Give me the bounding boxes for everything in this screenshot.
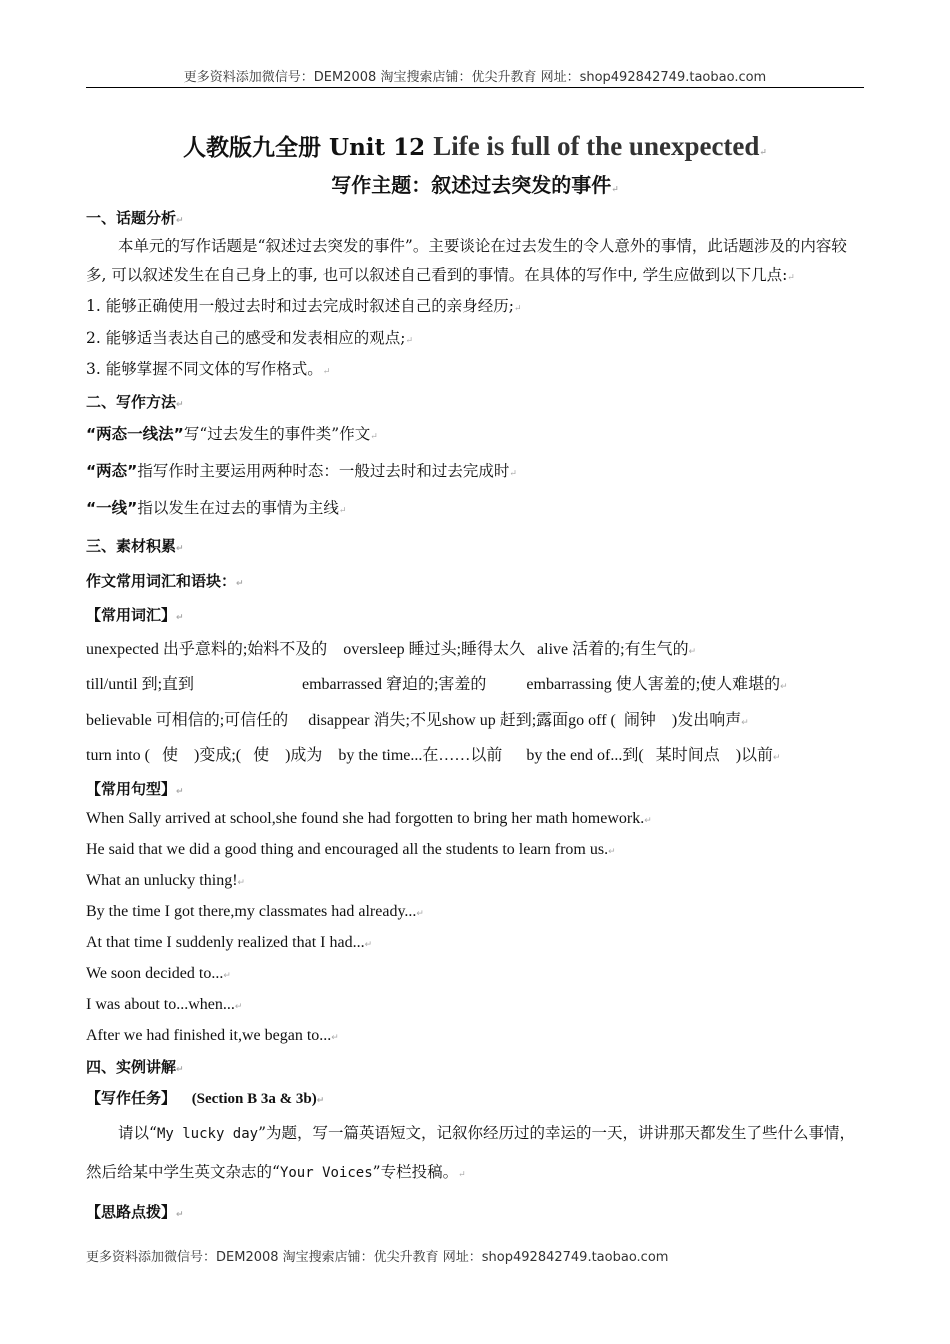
method-term-3: “一线” [86,498,138,517]
sentence-label: 【常用句型】↵ [86,779,184,798]
sentence-7: I was about to...when...↵ [86,995,243,1013]
point-2-text: 2. 能够适当表达自己的感受和发表相应的观点; [86,328,406,347]
task-ref: (Section B 3a & 3b) [191,1090,317,1107]
sentence-8: After we had finished it,we began to...↵ [86,1026,339,1044]
method-term-1: “两态一线法” [86,424,184,443]
section-heading-3: 三、素材积累↵ [86,536,184,555]
section2-heading-text: 二、写作方法 [86,392,177,411]
title-cn: 人教版九全册 Unit 12 [183,134,434,161]
sentence-3: What an unlucky thing!↵ [86,871,246,889]
sentence-5-text: At that time I suddenly realized that I had... [86,933,365,951]
sentence-2-text: He said that we did a good thing and encouraged all the students to learn from us. [86,840,609,858]
header-rule [86,87,864,88]
section-heading-2: 二、写作方法↵ [86,392,184,411]
sentence-8-text: After we had finished it,we began to... [86,1026,332,1044]
task-quote-1: My lucky day [156,1125,259,1142]
title-en: Life is full of the unexpected [433,131,760,161]
document-title: 人教版九全册 Unit 12 Life is full of the unexpected↵ [183,131,767,161]
method-term-2: “两态” [86,461,138,480]
point-3-text: 3. 能够掌握不同文体的写作格式。 [86,360,323,378]
section3-sub-text: 作文常用词汇和语块： [86,571,237,590]
section1-heading-text: 一、话题分析 [86,209,177,227]
section-heading-4: 四、实例讲解↵ [86,1057,184,1076]
task-text: 请以“My lucky day”为题，写一篇英语短文，记叙你经历过的幸运的一天，讲讲那天都发生了些什么事情，然后给某中学生英文杂志的“Your Voices”专栏投稿。↵ [86,1123,856,1181]
section1-point-3: 3. 能够掌握不同文体的写作格式。↵ [86,360,331,378]
hint-heading: 【思路点拨】↵ [86,1202,184,1221]
section1-point-2: 2. 能够适当表达自己的感受和发表相应的观点;↵ [86,328,413,347]
vocab-row-2-text: till/until 到;直到 embarrassed 窘迫的;害羞的 embarrassing 使人害羞的;使人难堪的 [86,676,781,693]
section3-heading-text: 三、素材积累 [86,536,177,555]
method-line-2: “两态”指写作时主要运用两种时态：一般过去时和过去完成时↵ [86,461,517,480]
method-desc-2: 指写作时主要运用两种时态：一般过去时和过去完成时 [137,461,510,480]
sentence-4-text: By the time I got there,my classmates had already... [86,902,417,920]
page-header: 更多资料添加微信号：DEM2008 淘宝搜索店铺：优尖升教育 网址：shop492842749.taobao.com [183,70,767,85]
vocab-label-text: 【常用词汇】 [86,605,177,624]
point-1-text: 1. 能够正确使用一般过去时和过去完成时叙述自己的亲身经历; [86,297,514,315]
page-footer: 更多资料添加微信号：DEM2008 淘宝搜索店铺：优尖升教育 网址：shop492842749.taobao.com [86,1250,669,1265]
document-body [86,118,864,1230]
method-line-3: “一线”指以发生在过去的事情为主线↵ [86,498,347,517]
vocab-label: 【常用词汇】↵ [86,605,184,624]
section1-intro: 本单元的写作话题是“叙述过去突发的事件”。主要谈论在过去发生的令人意外的事情，此话题涉及的内容较多, 可以叙述发生在自己身上的事, 也可以叙述自己看到的事情。在具体的写作中, 学生应做到以下几点:↵ [86,237,847,284]
vocab-row-3: believable 可相信的;可信任的 disappear 消失;不见show up 赶到;露面go off ( 闹钟 )发出响声↵ [86,711,749,729]
sentence-5: At that time I suddenly realized that I had...↵ [86,933,373,951]
sentence-1-text: When Sally arrived at school,she found she had forgotten to bring her math homework. [86,809,645,827]
sentence-label-text: 【常用句型】 [86,779,177,798]
vocab-row-3-text: believable 可相信的;可信任的 disappear 消失;不见show up 赶到;露面go off ( 闹钟 )发出响声 [86,711,742,729]
task-text-part-2: ”为题，写一篇英语短文，记叙你经历过的幸运的一天，讲讲那天都发生了些什么事情，然后给某中学生英文杂志的“ [86,1123,856,1181]
subtitle-text: 写作主题：叙述过去突发的事件 [331,173,612,197]
section-heading-1: 一、话题分析↵ [86,209,184,227]
task-heading: 【写作任务】 (Section B 3a & 3b)↵ [86,1088,325,1107]
section1-point-1: 1. 能够正确使用一般过去时和过去完成时叙述自己的亲身经历;↵ [86,297,522,315]
method-desc-3: 指以发生在过去的事情为主线 [137,498,339,517]
task-quote-2: Your Voices [279,1164,373,1181]
task-label: 【写作任务】 [86,1088,177,1107]
vocab-row-2: till/until 到;直到 embarrassed 窘迫的;害羞的 embarrassing 使人害羞的;使人难堪的↵ [86,676,788,693]
sentence-3-text: What an unlucky thing! [86,871,238,889]
sentence-7-text: I was about to...when... [86,995,235,1013]
sentence-6: We soon decided to...↵ [86,964,231,982]
task-text-part-1: 请以“ [118,1123,157,1142]
vocab-row-4-text: turn into ( 使 )变成;( 使 )成为 by the time...在……以前 by the end of...到( 某时间点 )以前 [86,747,774,764]
sentence-1: When Sally arrived at school,she found she had forgotten to bring her math homework.↵ [86,809,652,827]
method-line-1: “两态一线法”写“过去发生的事件类”作文↵ [86,424,378,443]
task-text-part-3: ”专栏投稿。 [372,1162,459,1181]
document-subtitle: 写作主题：叙述过去突发的事件↵ [331,173,619,197]
section4-heading-text: 四、实例讲解 [86,1057,177,1076]
sentence-4: By the time I got there,my classmates had already...↵ [86,902,424,920]
hint-label: 【思路点拨】 [86,1202,177,1221]
sentence-2: He said that we did a good thing and encouraged all the students to learn from us.↵ [86,840,616,858]
method-desc-1: 写“过去发生的事件类”作文 [183,424,371,443]
vocab-row-1: unexpected 出乎意料的;始料不及的 oversleep 睡过头;睡得太久 alive 活着的;有生气的↵ [86,640,697,658]
vocab-row-1-text: unexpected 出乎意料的;始料不及的 oversleep 睡过头;睡得太久 alive 活着的;有生气的 [86,640,689,658]
sentence-6-text: We soon decided to... [86,964,224,982]
vocab-row-4: turn into ( 使 )变成;( 使 )成为 by the time...在……以前 by the end of...到( 某时间点 )以前↵ [86,747,781,764]
section1-intro-text: 本单元的写作话题是“叙述过去突发的事件”。主要谈论在过去发生的令人意外的事情，此话题涉及的内容较多, 可以叙述发生在自己身上的事, 也可以叙述自己看到的事情。在具体的写作中, 学生应做到以下几点: [86,237,847,284]
section3-subheading: 作文常用词汇和语块：↵ [86,571,244,590]
